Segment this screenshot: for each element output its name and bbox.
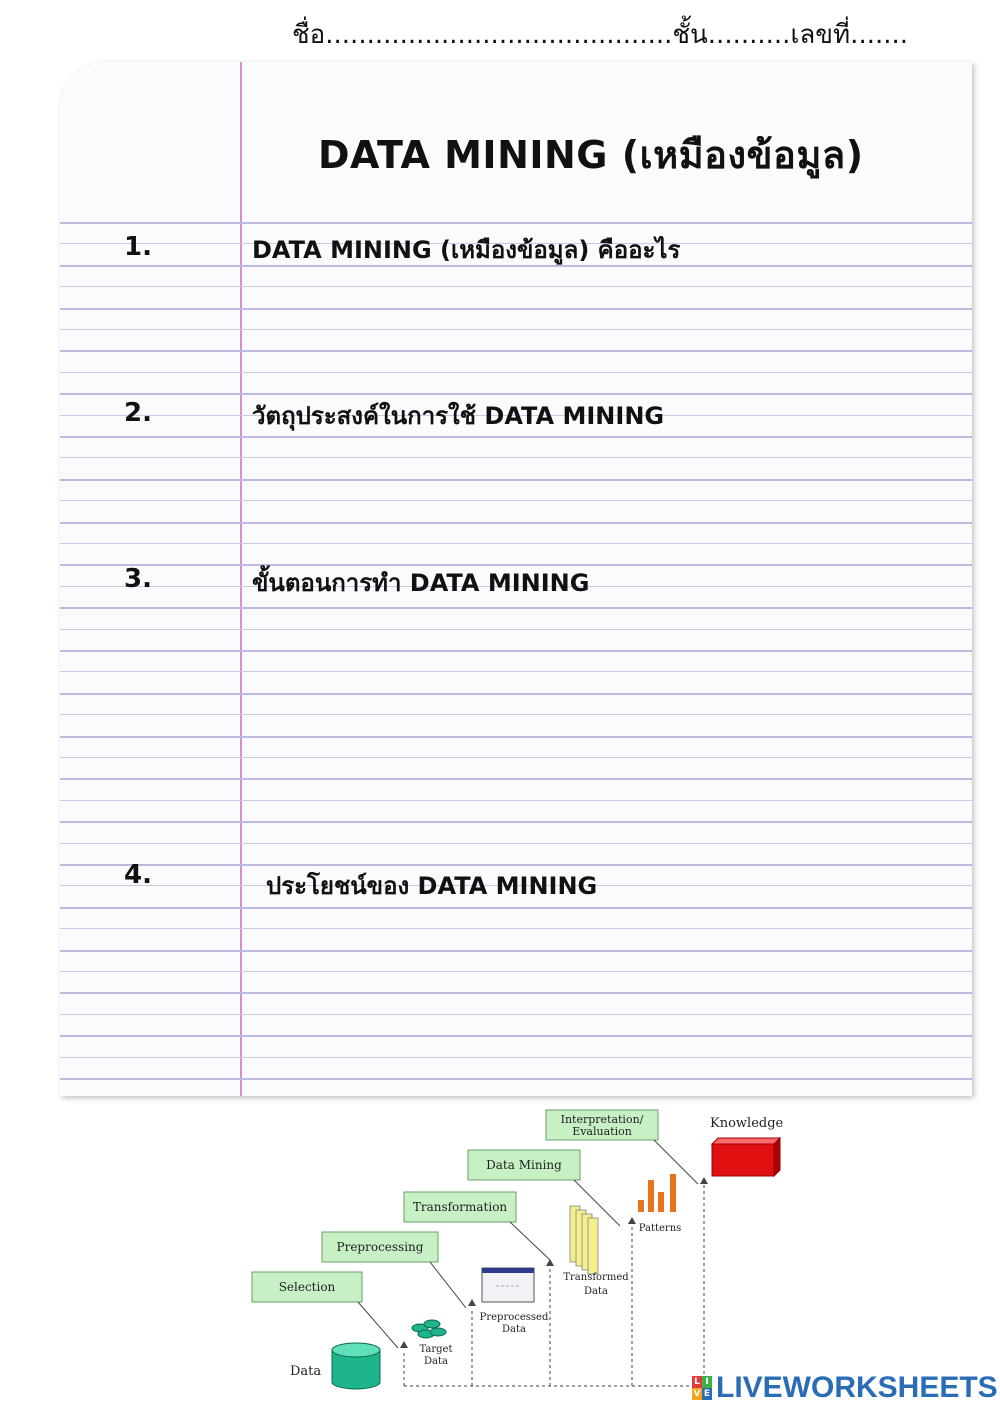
target-data-icon bbox=[412, 1320, 446, 1338]
ruling-line bbox=[60, 1078, 972, 1080]
ruling-line bbox=[60, 671, 972, 672]
preprocessed-data-icon bbox=[482, 1268, 534, 1302]
patterns-label: Patterns bbox=[638, 1223, 682, 1234]
ruling-line bbox=[60, 757, 972, 758]
knowledge-label: Knowledge bbox=[710, 1116, 784, 1131]
ruling-line bbox=[60, 843, 972, 844]
ruling-line bbox=[60, 907, 972, 909]
question-3-text: ขั้นตอนการทำ DATA MINING bbox=[252, 569, 590, 597]
ruling-line bbox=[60, 308, 972, 310]
interpretation-evaluation-step bbox=[546, 1110, 658, 1140]
ruling-line bbox=[60, 800, 972, 801]
transformation-step-label: Transformation bbox=[412, 1200, 508, 1214]
ruling-line bbox=[60, 479, 972, 481]
selection-step-label: Selection bbox=[278, 1280, 336, 1294]
preprocessed-data-label-2: Data bbox=[502, 1324, 526, 1335]
target-data-label-2: Data bbox=[424, 1356, 448, 1367]
data-label: Data bbox=[290, 1364, 322, 1379]
ruling-line bbox=[60, 778, 972, 780]
ruling-line bbox=[60, 372, 972, 373]
ruling-line bbox=[60, 286, 972, 287]
question-1-text: DATA MINING (เหมืองข้อมูล) คืออะไร bbox=[252, 236, 681, 264]
liveworksheets-logo bbox=[692, 1372, 998, 1404]
data-mining-step bbox=[468, 1150, 580, 1180]
ruling-line bbox=[60, 393, 972, 395]
knowledge-icon bbox=[712, 1138, 780, 1176]
evaluation-label: Evaluation bbox=[572, 1125, 632, 1138]
ruling-line bbox=[60, 457, 972, 458]
ruling-line bbox=[60, 1057, 972, 1058]
question-4-text: ประโยชน์ของ DATA MINING bbox=[266, 872, 598, 900]
ruling-line bbox=[60, 329, 972, 330]
question-1-number: 1. bbox=[124, 232, 152, 262]
worksheet-title: DATA MINING (เหมืองข้อมูล) bbox=[318, 133, 864, 177]
transformed-data-label-1: Transformed bbox=[563, 1272, 629, 1283]
ruling-line bbox=[60, 928, 972, 929]
ruling-line bbox=[60, 693, 972, 695]
notebook-paper bbox=[60, 62, 972, 1096]
interpretation-label: Interpretation/ bbox=[560, 1113, 644, 1126]
transformed-data-label-2: Data bbox=[584, 1286, 608, 1297]
kdd-process-diagram bbox=[240, 1100, 800, 1400]
preprocessing-step bbox=[322, 1232, 438, 1262]
ruling-line bbox=[60, 971, 972, 972]
target-data-label-1: Target bbox=[419, 1344, 453, 1355]
ruling-line bbox=[60, 222, 972, 224]
selection-step bbox=[252, 1272, 362, 1302]
ruling-line bbox=[60, 350, 972, 352]
ruling-line bbox=[60, 500, 972, 501]
ruling-line bbox=[60, 1035, 972, 1037]
patterns-icon bbox=[638, 1174, 676, 1212]
ruling-line bbox=[60, 522, 972, 524]
transformed-data-icon bbox=[570, 1206, 598, 1274]
liveworksheets-wordmark: LIVEWORKSHEETS bbox=[716, 1371, 998, 1404]
ruling-line bbox=[60, 950, 972, 952]
margin-line bbox=[240, 62, 242, 1096]
question-2-number: 2. bbox=[124, 398, 152, 428]
data-cylinder-icon bbox=[332, 1343, 380, 1389]
preprocessed-data-label-1: Preprocessed bbox=[479, 1312, 549, 1323]
name-class-number-line: ชื่อ..........................................ชั้น..........เลขที่....... bbox=[292, 20, 909, 50]
ruling-line bbox=[60, 607, 972, 609]
question-3-number: 3. bbox=[124, 564, 152, 594]
question-4-number: 4. bbox=[124, 860, 152, 890]
ruling-line bbox=[60, 543, 972, 544]
ruling-line bbox=[60, 992, 972, 994]
ruling-line bbox=[60, 629, 972, 630]
question-2-text: วัตถุประสงค์ในการใช้ DATA MINING bbox=[252, 402, 665, 430]
preprocessing-step-label: Preprocessing bbox=[336, 1240, 424, 1254]
ruling-line bbox=[60, 650, 972, 652]
ruling-line bbox=[60, 714, 972, 715]
transformation-step bbox=[404, 1192, 516, 1222]
liveworksheets-mark-icon: L I V E bbox=[693, 1377, 711, 1399]
ruling-line bbox=[60, 736, 972, 738]
ruling-line bbox=[60, 821, 972, 823]
ruling-line bbox=[60, 436, 972, 438]
data-mining-step-label: Data Mining bbox=[486, 1158, 562, 1172]
ruling-line bbox=[60, 1014, 972, 1015]
